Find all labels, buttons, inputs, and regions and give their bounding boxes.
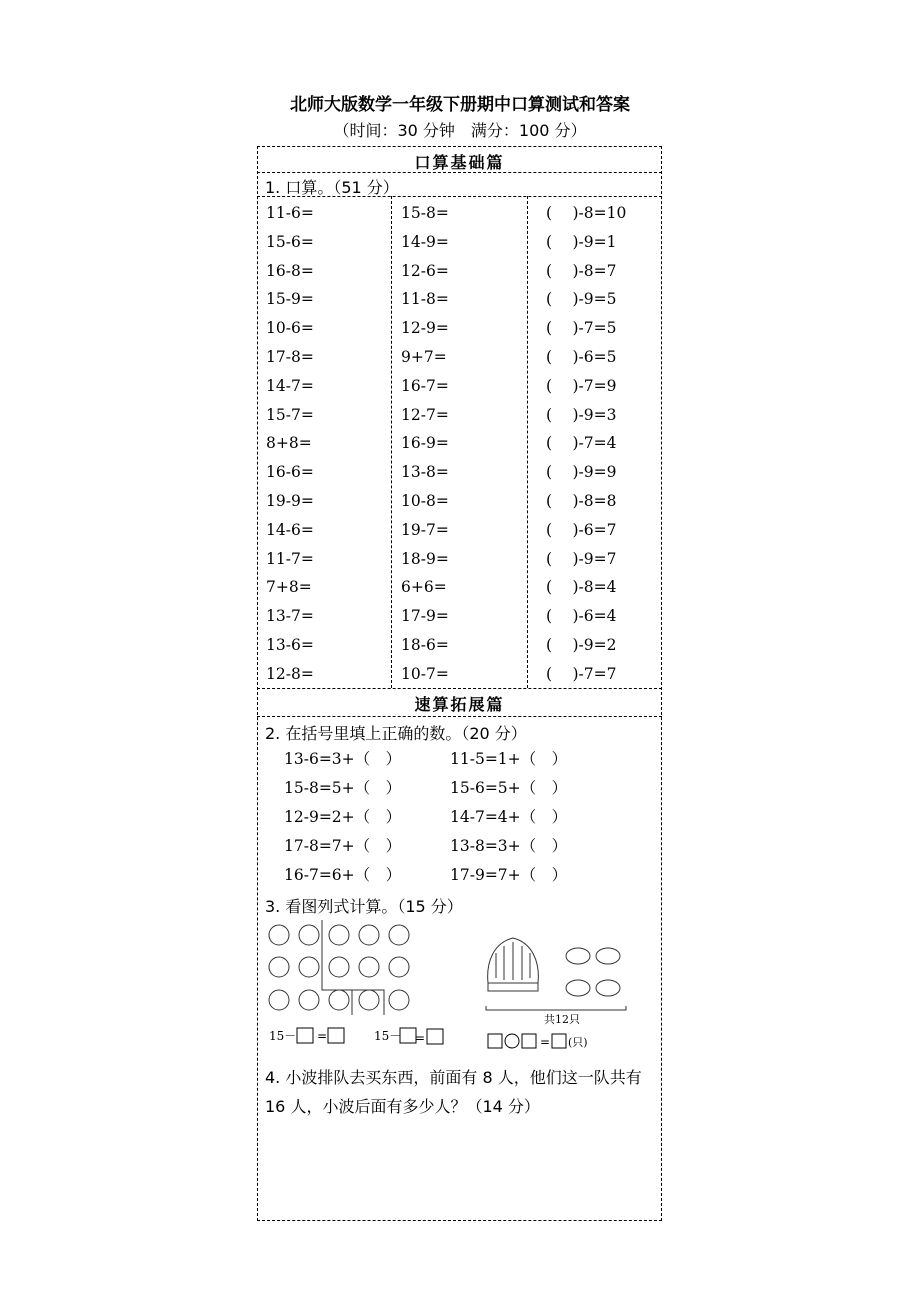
problem: 19-7= (401, 520, 449, 539)
problem: ( )-9=1 (546, 232, 617, 251)
problem: ( )-9=9 (546, 463, 617, 482)
svg-text:=: = (415, 1031, 426, 1045)
fill-problem: 12-9=2+（ ） (284, 808, 402, 826)
problem: 12-7= (401, 405, 449, 424)
section-heading-extended: 速算拓展篇 (414, 695, 505, 714)
apples-picture (262, 920, 422, 1060)
fill-column-left (284, 745, 401, 890)
equation-label: 15－ (269, 1029, 297, 1043)
problem: 18-9= (401, 549, 449, 568)
problem: ( )-8=7 (546, 261, 617, 280)
column-divider (527, 196, 528, 688)
problem: 9+7= (401, 347, 447, 366)
problem: ( )-7=4 (546, 434, 617, 453)
problem: 6+6= (401, 578, 447, 597)
question-4-text: 4. 小波排队去买东西，前面有 8 人，他们这一队共有 16 人，小波后面有多少人？（14 分） (265, 1068, 642, 1116)
fill-problem: 15-6=5+（ ） (450, 779, 568, 797)
birdcage-picture (478, 928, 638, 1058)
problem: 11-7= (266, 549, 314, 568)
unit-label: (只) (568, 1036, 588, 1049)
problem: 16-8= (266, 261, 314, 280)
problem: 8+8= (266, 434, 312, 453)
problem: 11-8= (401, 290, 449, 309)
problem: 16-7= (401, 376, 449, 395)
fill-problem: 13-8=3+（ ） (450, 837, 568, 855)
column-3 (530, 199, 626, 689)
problem: 10-6= (266, 319, 314, 338)
problem: ( )-7=7 (546, 664, 617, 683)
problem: 10-7= (401, 664, 449, 683)
column-1 (266, 199, 314, 689)
fill-problem: 15-8=5+（ ） (284, 779, 402, 797)
problem: 14-7= (266, 376, 314, 395)
box-pair (413, 1028, 463, 1048)
problem: 13-7= (266, 607, 314, 626)
fill-problem: 14-7=4+（ ） (450, 808, 568, 826)
problem: 12-8= (266, 664, 314, 683)
column-2 (401, 199, 449, 689)
problem: 7+8= (266, 578, 312, 597)
fill-problem: 16-7=6+（ ） (284, 866, 402, 884)
fill-column-right (450, 745, 567, 890)
problem: 18-6= (401, 635, 449, 654)
problem: 17-9= (401, 607, 449, 626)
equation-label: 15－ (374, 1029, 402, 1043)
fill-problem: 11-5=1+（ ） (450, 750, 568, 768)
problem: ( )-6=5 (546, 347, 617, 366)
problem: ( )-8=4 (546, 578, 617, 597)
problem: ( )-7=9 (546, 376, 617, 395)
fill-problem: 17-9=7+（ ） (450, 866, 568, 884)
problem: ( )-6=7 (546, 520, 617, 539)
problem: 16-9= (401, 434, 449, 453)
svg-text:=: = (317, 1029, 328, 1043)
divider (257, 716, 662, 717)
problem: 15-9= (266, 290, 314, 309)
problem: 15-6= (266, 232, 314, 251)
column-divider (391, 196, 392, 688)
total-label: 共12只 (544, 1013, 580, 1026)
problem: ( )-9=7 (546, 549, 617, 568)
problem: 17-8= (266, 347, 314, 366)
page-title: 北师大版数学一年级下册期中口算测试和答案 (290, 95, 630, 115)
section-heading-basic: 口算基础篇 (414, 153, 505, 172)
problem: 13-8= (401, 463, 449, 482)
problem: ( )-8=8 (546, 491, 617, 510)
problem: ( )-9=3 (546, 405, 617, 424)
problem: 10-8= (401, 491, 449, 510)
problem: ( )-9=5 (546, 290, 617, 309)
problem: 14-9= (401, 232, 449, 251)
svg-text:=: = (540, 1035, 551, 1049)
problem: 13-6= (266, 635, 314, 654)
problem: 12-9= (401, 319, 449, 338)
problem: 14-6= (266, 520, 314, 539)
question-1-title: 1. 口算。（51 分） (265, 178, 399, 197)
problem: 12-6= (401, 261, 449, 280)
problem: 19-9= (266, 491, 314, 510)
question-2-title: 2. 在括号里填上正确的数。（20 分） (265, 724, 527, 743)
bird-icon (566, 948, 620, 996)
problem: 16-6= (266, 463, 314, 482)
fill-problem: 17-8=7+（ ） (284, 837, 402, 855)
problem: ( )-9=2 (546, 635, 617, 654)
problem: 11-6= (266, 204, 314, 222)
problem: ( )-7=5 (546, 319, 617, 338)
apple-icon (269, 925, 409, 1010)
problem: 15-8= (401, 204, 449, 222)
fill-problem: 13-6=3+（ ） (284, 750, 402, 768)
problem: 15-7= (266, 405, 314, 424)
problem: ( )-8=10 (546, 204, 627, 222)
question-3-title: 3. 看图列式计算。（15 分） (265, 897, 463, 916)
problem: ( )-6=4 (546, 607, 617, 626)
page-subtitle: （时间：30 分钟 满分：100 分） (333, 121, 587, 140)
